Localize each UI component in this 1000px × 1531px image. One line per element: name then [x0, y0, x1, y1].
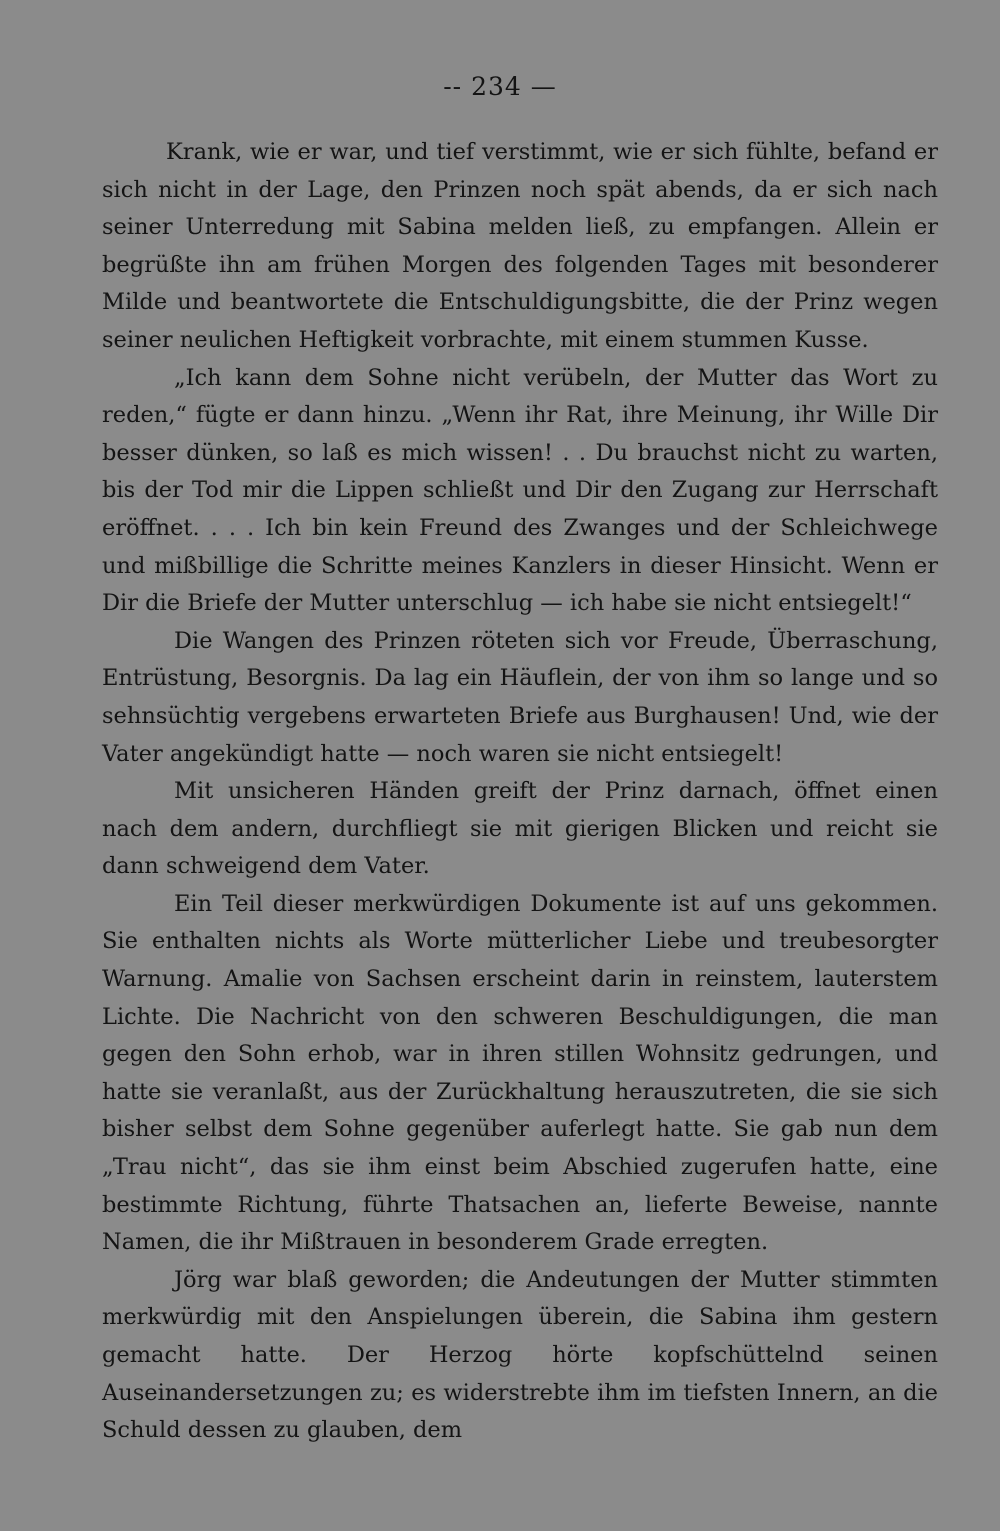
- body-text: [102, 134, 938, 1450]
- paragraph-3: Die Wangen des Prinzen röteten sich vor Freude, Überraschung, Entrüstung, Besorgnis. Da lag ein Häuflein, der von ihm so lange und so sehnsüchtig vergebens erwarteten Briefe aus Burghausen! Und, wie der Vater angekündigt hatte — noch waren sie nicht entsiegelt!: [102, 627, 938, 767]
- paragraph-5: Ein Teil dieser merkwürdigen Dokumente ist auf uns gekommen. Sie enthalten nichts als Worte mütterlicher Liebe und treubesorgter Warnung. Amalie von Sachsen erscheint darin in reinstem, lauterstem Lichte. Die Nachricht von den schweren Beschuldigungen, die man gegen den Sohn erhob, war in ihren stillen Wohnsitz gedrungen, und hatte sie veranlaßt, aus der Zurückhaltung herauszutreten, die sie sich bisher selbst dem Sohne gegenüber auferlegt hatte. Sie gab nun dem „Trau nicht“, das sie ihm einst beim Abschied zugerufen hatte, eine bestimmte Richtung, führte Thatsachen an, lieferte Beweise, nannte Namen, die ihr Mißtrauen in besonderem Grade erregten.: [102, 890, 938, 1256]
- paragraph-2: „Ich kann dem Sohne nicht verübeln, der Mutter das Wort zu reden,“ fügte er dann hinzu. „Wenn ihr Rat, ihre Meinung, ihr Wille Dir besser dünken, so laß es mich wissen! . . Du brauchst nicht zu warten, bis der Tod mir die Lippen schließt und Dir den Zugang zur Herrschaft eröffnet. . . . Ich bin kein Freund des Zwanges und der Schleichwege und mißbillige die Schritte meines Kanzlers in dieser Hinsicht. Wenn er Dir die Briefe der Mutter unterschlug — ich habe sie nicht entsiegelt!“: [102, 364, 938, 617]
- paragraph-4: Mit unsicheren Händen greift der Prinz darnach, öffnet einen nach dem andern, durchfliegt sie mit gierigen Blicken und reicht sie dann schweigend dem Vater.: [102, 778, 938, 880]
- paragraph-1: Krank, wie er war, und tief verstimmt, wie er sich fühlte, befand er sich nicht in der Lage, den Prinzen noch spät abends, da er sich nach seiner Unterredung mit Sabina melden ließ, zu empfangen. Allein er begrüßte ihn am frühen Morgen des folgenden Tages mit besonderer Milde und beantwortete die Entschuldigungsbitte, die der Prinz wegen seiner neulichen Heftigkeit vorbrachte, mit einem stummen Kusse.: [102, 139, 938, 353]
- paragraph-6: Jörg war blaß geworden; die Andeutungen der Mutter stimmten merkwürdig mit den Anspielungen überein, die Sabina ihm gestern gemacht hatte. Der Herzog hörte kopfschüttelnd seinen Auseinandersetzungen zu; es widerstrebte ihm im tiefsten Innern, an die Schuld dessen zu glauben, dem: [102, 1266, 938, 1444]
- page-number: -- 234 —: [443, 72, 557, 101]
